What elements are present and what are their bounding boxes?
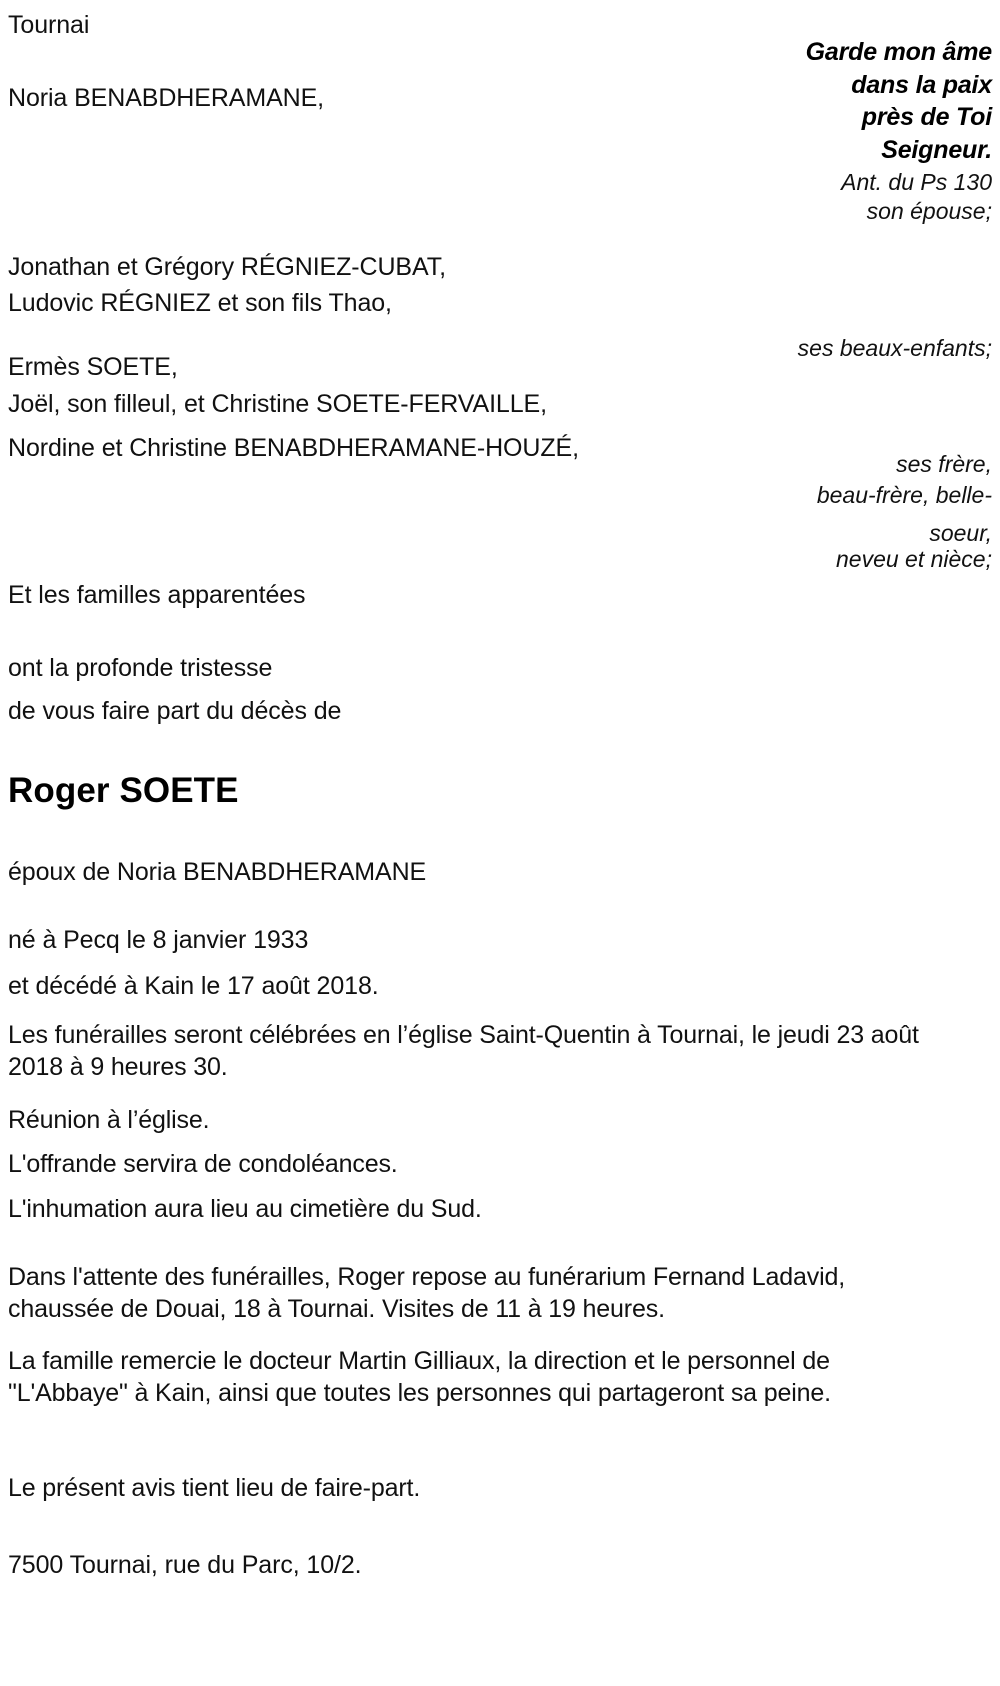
family-stepchild-2: Ludovic RÉGNIEZ et son fils Thao,	[8, 289, 392, 317]
announcement-line-1: ont la profonde tristesse	[8, 654, 273, 682]
family-stepchild-1: Jonathan et Grégory RÉGNIEZ-CUBAT,	[8, 253, 446, 281]
deceased-name: Roger SOETE	[8, 771, 239, 810]
family-spouse-name: Noria BENABDHERAMANE,	[8, 84, 325, 112]
relation-label-siblings-line-1: ses frère,	[896, 451, 992, 477]
funeral-gathering-paragraph: Réunion à l’église.	[8, 1106, 210, 1134]
epitaph-source: Ant. du Ps 130	[841, 169, 992, 195]
funeral-notice-paragraph: Le présent avis tient lieu de faire-part.	[8, 1474, 421, 1502]
relation-label-nephew-niece: neveu et nièce;	[835, 546, 992, 572]
deceased-death: et décédé à Kain le 17 août 2018.	[8, 972, 379, 1000]
relation-label-siblings-line-2: beau-frère, belle-	[816, 482, 992, 508]
funeral-visitation-paragraph: Dans l'attente des funérailles, Roger repose au funérarium Fernand Ladavid, chaussée de Douai, 18 à Tournai. Visites de 11 à 19 heures.	[8, 1263, 846, 1324]
epitaph-line-1: Garde mon âme	[805, 38, 992, 66]
relation-label-siblings-line-3: soeur,	[929, 520, 992, 546]
funeral-thanks-paragraph: La famille remercie le docteur Martin Gilliaux, la direction et le personnel de "L'Abbaye" à Kain, ainsi que toutes les personnes qui partageront sa peine.	[8, 1347, 831, 1408]
relation-label-spouse: son épouse;	[866, 197, 992, 224]
city-header: Tournai	[8, 11, 90, 39]
relation-label-stepchildren: ses beaux-enfants;	[797, 335, 992, 361]
epitaph-line-3: près de Toi	[861, 103, 992, 131]
deceased-birth: né à Pecq le 8 janvier 1933	[8, 926, 309, 954]
family-sibling-3: Nordine et Christine BENABDHERAMANE-HOUZÉ,	[8, 434, 579, 462]
epitaph-block	[692, 36, 992, 226]
epitaph-line-2: dans la paix	[851, 70, 992, 99]
family-sibling-2: Joël, son filleul, et Christine SOETE-FERVAILLE,	[8, 390, 547, 418]
deceased-spouse-of: époux de Noria BENABDHERAMANE	[8, 858, 427, 886]
funeral-burial-paragraph: L'inhumation aura lieu au cimetière du Sud.	[8, 1195, 482, 1223]
family-related-families: Et les familles apparentées	[8, 581, 306, 609]
funeral-offering-paragraph: L'offrande servira de condoléances.	[8, 1150, 398, 1178]
funeral-service-paragraph: Les funérailles seront célébrées en l’église Saint-Quentin à Tournai, le jeudi 23 août 2018 à 9 heures 30.	[8, 1021, 919, 1082]
family-sibling-1: Ermès SOETE,	[8, 353, 178, 381]
family-address: 7500 Tournai, rue du Parc, 10/2.	[8, 1551, 362, 1579]
epitaph-line-4: Seigneur.	[881, 135, 992, 164]
announcement-line-2: de vous faire part du décès de	[8, 697, 342, 725]
